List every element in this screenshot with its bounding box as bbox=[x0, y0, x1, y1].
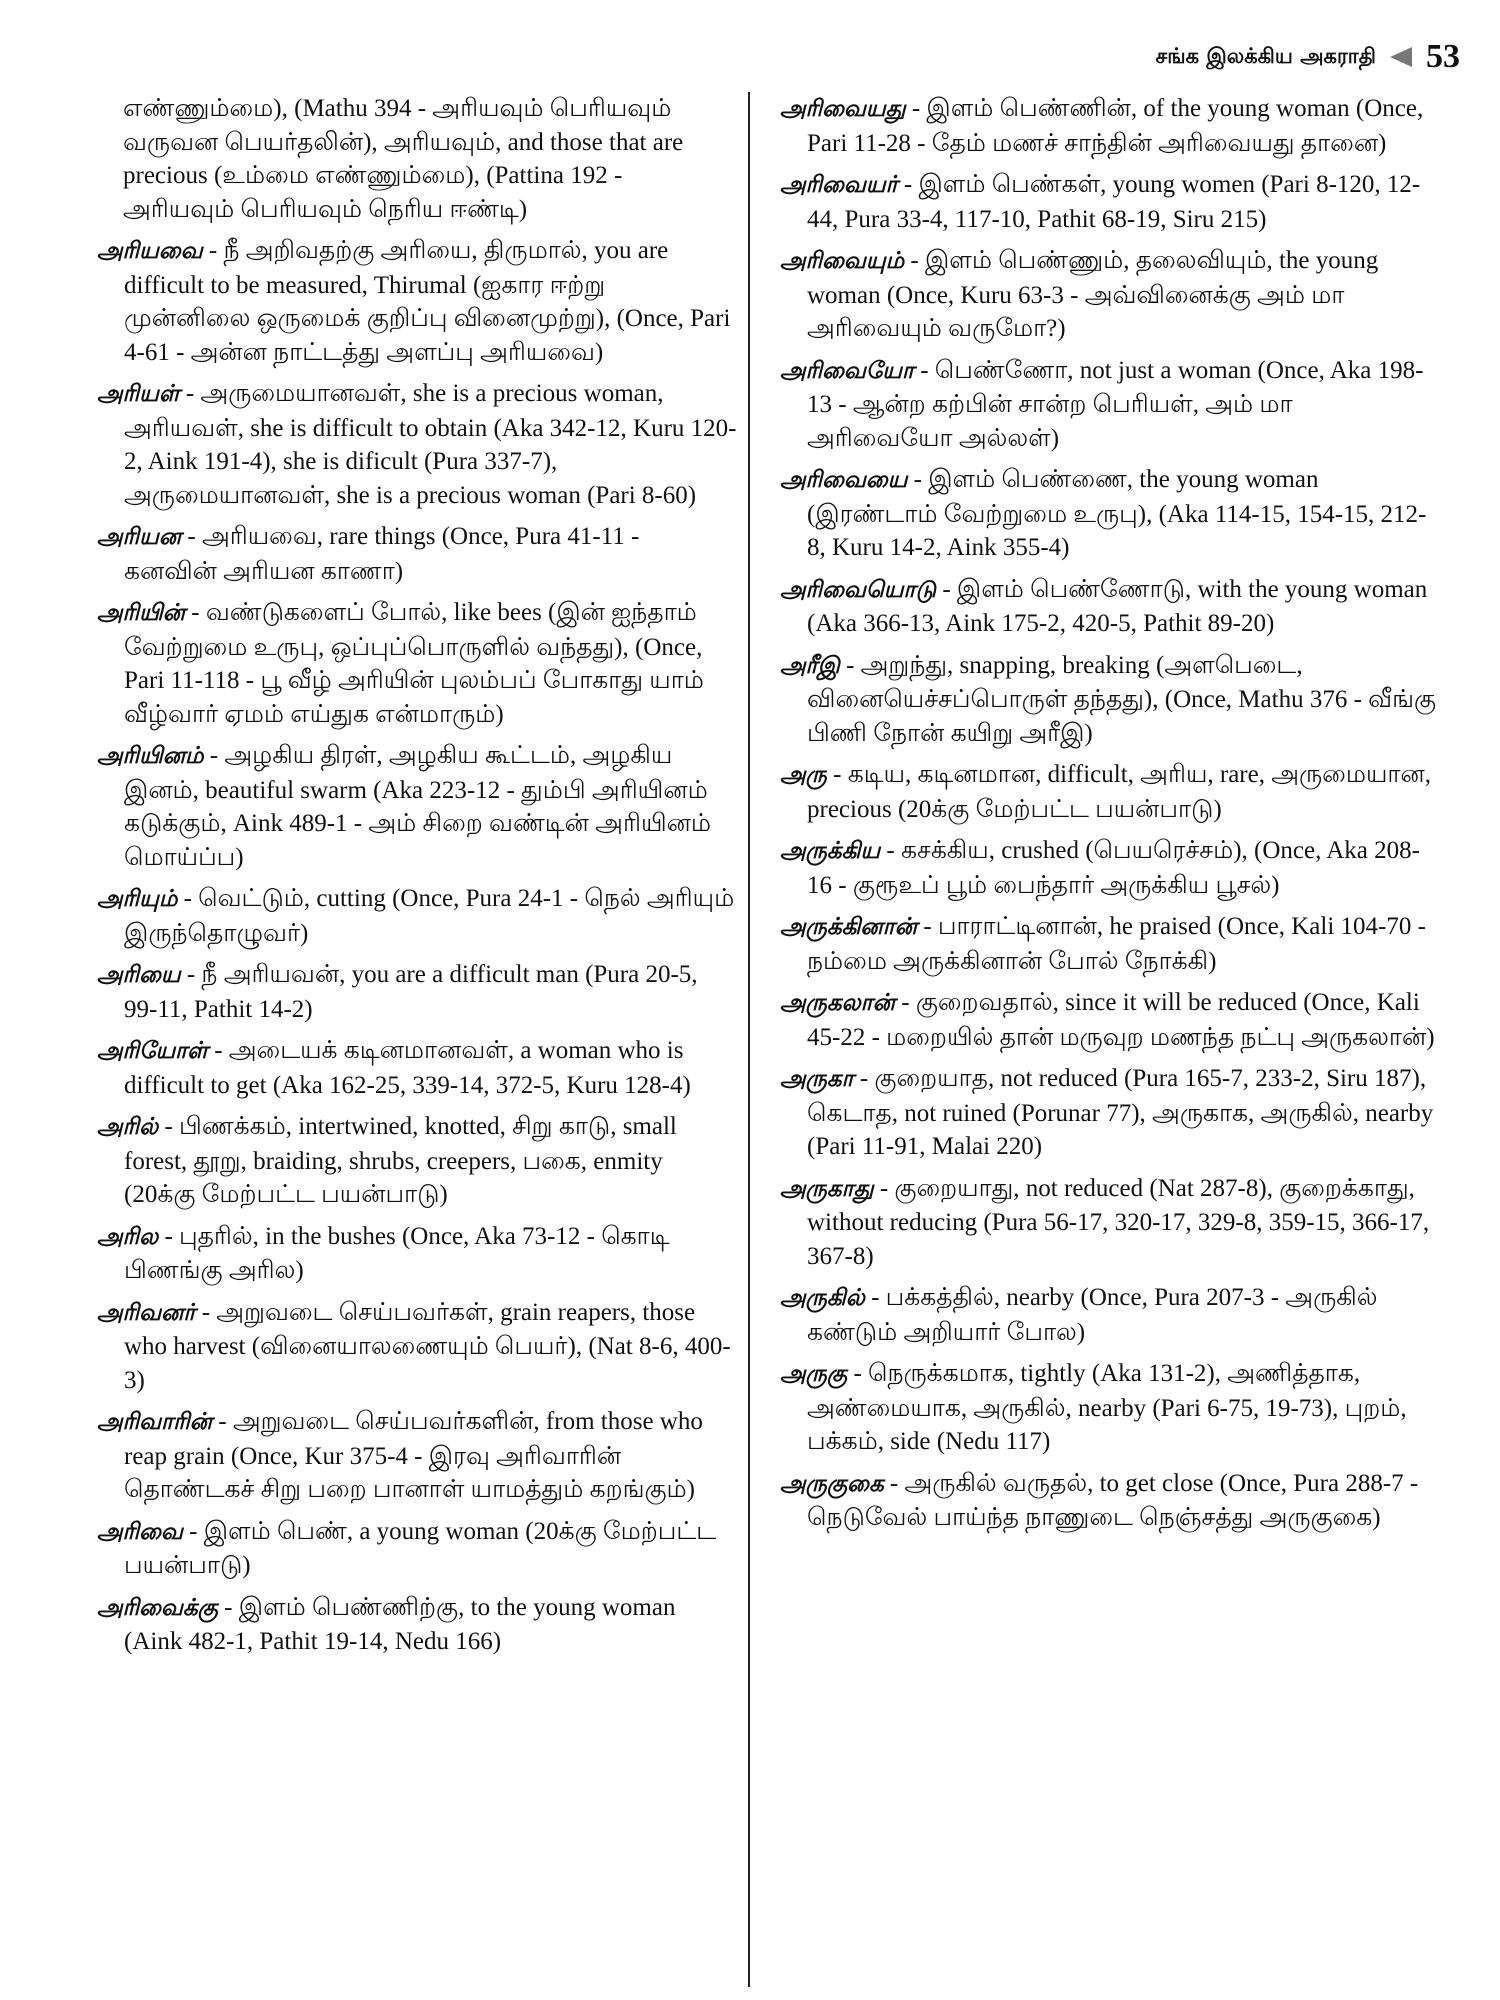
dictionary-entry bbox=[97, 377, 737, 512]
entry-headword: அரில bbox=[97, 1223, 159, 1250]
entry-definition: - குறைவதால், since it will be reduced (Once, Kali 45-22 - மறையில் தான் மருவுற மணந்த நட்பு அருகலான்) bbox=[807, 989, 1435, 1051]
entry-headword: அரிவையோ bbox=[780, 357, 914, 384]
entry-definition: - குறையாது, not reduced (Nat 287-8), குறைக்காது, without reducing (Pura 56-17, 320-17, 329-8, 359-15, 366-17, 367-8) bbox=[807, 1174, 1430, 1270]
entry-headword: அரியும் bbox=[97, 886, 178, 912]
entry-headword: அருக்கினான் bbox=[780, 914, 918, 940]
entry-definition: - பெண்ணோ, not just a woman (Once, Aka 198-13 - ஆன்ற கற்பின் சான்ற பெரியள், அம் மா அரிவையோ அல்லள்) bbox=[807, 356, 1424, 452]
entry-definition: - அறுவடை செய்பவர்களின், from those who reap grain (Once, Kur 375-4 - இரவு அரிவாரின் தொண்டகச் சிறு பறை பானாள் யாமத்தும் கறங்கும்) bbox=[124, 1408, 703, 1503]
dictionary-entry bbox=[97, 520, 737, 588]
dictionary-entry bbox=[97, 882, 737, 950]
dictionary-entry bbox=[780, 986, 1440, 1054]
entry-headword: அரியினம் bbox=[97, 743, 204, 769]
entry-definition: - இளம் பெண்ணிற்கு, to the young woman (Aink 482-1, Pathit 19-14, Nedu 166) bbox=[124, 1593, 676, 1655]
dictionary-entry bbox=[780, 463, 1440, 565]
entry-definition: - அழகிய திரள், அழகிய கூட்டம், அழகிய இனம், beautiful swarm (Aka 223-12 - தும்பி அரியினம் கடுக்கும், Aink 489-1 - அம் சிறை வண்டின் அரியினம் மொய்ப்ப) bbox=[124, 742, 711, 871]
dictionary-entry bbox=[780, 92, 1440, 160]
right-column bbox=[780, 92, 1440, 1543]
entry-headword: அரிவையும் bbox=[780, 248, 905, 274]
entry-definition: - நீ அறிவதற்கு அரியை, திருமால், you are difficult to be measured, Thirumal (ஐகார ஈற்று முன்னிலை ஒருமைக் குறிப்பு வினைமுற்று), (Once, Pari 4-61 - அன்ன நாட்டத்து அளப்பு அரியவை) bbox=[124, 237, 731, 366]
dictionary-entry bbox=[97, 92, 737, 226]
dictionary-entry bbox=[780, 834, 1440, 902]
entry-definition: - இளம் பெண்ணின், of the young woman (Once, Pari 11-28 - தேம் மணச் சாந்தின் அரிவையது தானை) bbox=[807, 95, 1424, 157]
entry-headword: அரிவையது bbox=[780, 96, 906, 122]
entry-definition: - வண்டுகளைப் போல், like bees (இன் ஐந்தாம் வேற்றுமை உருபு, ஒப்புப்பொருளில் வந்தது), (Once, Pari 11-118 - பூ வீழ் அரியின் புலம்பப் போகாது யாம் வீழ்வார் ஏமம் எய்துக என்மாரும்) bbox=[124, 599, 704, 728]
entry-definition: - இளம் பெண்ணும், தலைவியும், the young woman (Once, Kuru 63-3 - அவ்வினைக்கு அம் மா அரிவையும் வருமோ?) bbox=[807, 247, 1379, 342]
entry-definition: - நெருக்கமாக, tightly (Aka 131-2), அணித்தாக, அண்மையாக, அருகில், nearby (Pari 6-75, 19-73), புறம், பக்கம், side (Nedu 117) bbox=[807, 1360, 1407, 1455]
dictionary-entry bbox=[780, 168, 1440, 236]
entry-headword: அரில் bbox=[97, 1114, 159, 1140]
entry-headword: அருகில் bbox=[780, 1285, 865, 1311]
entry-headword: அரிவையொடு bbox=[780, 576, 937, 603]
entry-definition: - அடையக் கடினமானவள், a woman who is difficult to get (Aka 162-25, 339-14, 372-5, Kuru 128-4) bbox=[124, 1037, 691, 1099]
entry-definition: எண்ணும்மை), (Mathu 394 - அரியவும் பெரியவும் வருவன பெயர்தலின்), அரியவும், and those that are precious (உம்மை எண்ணும்மை), (Pattina 192 - அரியவும் பெரியவும் நெரிய ஈண்டி) bbox=[123, 95, 684, 223]
page-number: 53 bbox=[1426, 38, 1460, 75]
entry-headword: அரிவை bbox=[97, 1518, 183, 1545]
entry-headword: அருகு bbox=[780, 1361, 848, 1387]
page-header bbox=[1156, 38, 1460, 76]
dictionary-entry bbox=[780, 573, 1440, 641]
entry-definition: - அருமையானவள், she is a precious woman, அரியவள், she is difficult to obtain (Aka 342-12, Kuru 120-2, Aink 191-4), she is dificult (Pura 337-7), அருமையானவள், she is a precious woman (Pari 8-60) bbox=[124, 380, 737, 509]
dictionary-entry bbox=[780, 1467, 1440, 1535]
dictionary-entry bbox=[780, 1281, 1440, 1349]
dictionary-entry bbox=[97, 1110, 737, 1212]
dictionary-entry bbox=[780, 758, 1440, 826]
entry-headword: அரியின் bbox=[97, 600, 186, 626]
entry-definition: - குறையாத, not reduced (Pura 165-7, 233-2, Siru 187), கெடாத, not ruined (Porunar 77), அருகாக, அருகில், nearby (Pari 11-91, Malai 220) bbox=[807, 1065, 1434, 1160]
dictionary-entry bbox=[780, 354, 1440, 456]
entry-headword: அரியள் bbox=[97, 381, 180, 407]
entry-definition: - இளம் பெண்கள், young women (Pari 8-120, 12-44, Pura 33-4, 117-10, Pathit 68-19, Siru 215) bbox=[807, 171, 1421, 233]
entry-definition: - பக்கத்தில், nearby (Once, Pura 207-3 - அருகில் கண்டும் அறியார் போல) bbox=[807, 1284, 1378, 1346]
entry-definition: - அருகில் வருதல், to get close (Once, Pura 288-7 - நெடுவேல் பாய்ந்த நாணுடை நெஞ்சத்து அருகுகை) bbox=[807, 1469, 1419, 1531]
dictionary-entry bbox=[97, 739, 737, 874]
entry-headword: அரியன bbox=[97, 524, 182, 550]
entry-definition: - கடிய, கடினமான, difficult, அரிய, rare, அருமையான, precious (20க்கு மேற்பட்ட பயன்பாடு) bbox=[807, 761, 1431, 823]
left-column bbox=[97, 92, 737, 1667]
entry-headword: அரிவாரின் bbox=[97, 1409, 212, 1435]
entry-headword: அரிவையர் bbox=[780, 172, 898, 198]
dictionary-entry bbox=[780, 1062, 1440, 1164]
entry-headword: அரு bbox=[780, 762, 827, 788]
entry-headword: அருகாது bbox=[780, 1175, 874, 1202]
entry-definition: - இளம் பெண், a young woman (20க்கு மேற்பட்ட பயன்பாடு) bbox=[124, 1517, 717, 1579]
triangle-marker-icon bbox=[1390, 47, 1412, 67]
entry-headword: அருகலான் bbox=[780, 990, 895, 1016]
entry-headword: அருகா bbox=[780, 1066, 854, 1092]
entry-definition: - பிணக்கம், intertwined, knotted, சிறு காடு, small forest, தூறு, braiding, shrubs, creepers, பகை, enmity (20க்கு மேற்பட்ட பயன்பாடு) bbox=[124, 1113, 677, 1208]
running-title: சங்க இலக்கிய அகராதி bbox=[1155, 43, 1376, 68]
dictionary-entry bbox=[780, 244, 1440, 346]
dictionary-entry bbox=[97, 1405, 737, 1507]
entry-definition: - புதரில், in the bushes (Once, Aka 73-12 - கொடி பிணங்கு அரில) bbox=[124, 1222, 670, 1284]
entry-headword: அரிவனர் bbox=[97, 1299, 196, 1326]
entry-headword: அருகுகை bbox=[780, 1470, 884, 1497]
entry-definition: - கசக்கிய, crushed (பெயரெச்சம்), (Once, Aka 208-16 - குரூஉப் பூம் பைந்தார் அருக்கிய பூசல்) bbox=[807, 837, 1420, 899]
entry-definition: - அரியவை, rare things (Once, Pura 41-11 - கனவின் அரியன காணா) bbox=[124, 523, 640, 585]
dictionary-entry bbox=[97, 596, 737, 731]
entry-definition: - வெட்டும், cutting (Once, Pura 24-1 - நெல் அரியும் இருந்தொழுவர்) bbox=[124, 885, 735, 947]
entry-definition: - இளம் பெண்ணை, the young woman (இரண்டாம் வேற்றுமை உருபு), (Aka 114-15, 154-15, 212-8, Kuru 14-2, Aink 355-4) bbox=[807, 466, 1427, 561]
dictionary-entry bbox=[97, 1296, 737, 1398]
dictionary-entry bbox=[97, 234, 737, 369]
entry-definition: - அறுவடை செய்பவர்கள், grain reapers, those who harvest (வினையாலணையும் பெயர்), (Nat 8-6, 400-3) bbox=[124, 1298, 731, 1394]
entry-headword: அருக்கிய bbox=[780, 838, 881, 864]
dictionary-entry bbox=[97, 1591, 737, 1659]
dictionary-entry bbox=[97, 1220, 737, 1288]
column-divider bbox=[748, 92, 750, 1987]
entry-headword: அரியோள் bbox=[97, 1038, 208, 1064]
dictionary-entry bbox=[97, 1034, 737, 1102]
entry-headword: அரிவையை bbox=[780, 467, 908, 493]
entry-definition: - இளம் பெண்ணோடு, with the young woman (Aka 366-13, Aink 175-2, 420-5, Pathit 89-20) bbox=[807, 575, 1428, 637]
entry-headword: அரிவைக்கு bbox=[97, 1594, 218, 1621]
dictionary-entry bbox=[780, 1172, 1440, 1274]
entry-definition: - நீ அரியவன், you are a difficult man (Pura 20-5, 99-11, Pathit 14-2) bbox=[124, 961, 698, 1023]
dictionary-entry bbox=[780, 649, 1440, 751]
entry-headword: அரியை bbox=[97, 962, 181, 988]
entry-definition: - அறுந்து, snapping, breaking (அளபெடை, வினையெச்சப்பொருள் தந்தது), (Once, Mathu 376 - வீங்கு பிணி நோன் கயிறு அரீஇ) bbox=[807, 651, 1437, 747]
entry-headword: அரியவை bbox=[97, 238, 203, 264]
dictionary-entry bbox=[97, 958, 737, 1026]
entry-definition: - பாராட்டினான், he praised (Once, Kali 104-70 - நம்மை அருக்கினான் போல் நோக்கி) bbox=[807, 913, 1426, 975]
dictionary-entry bbox=[780, 1357, 1440, 1459]
dictionary-entry bbox=[780, 910, 1440, 978]
dictionary-entry bbox=[97, 1515, 737, 1583]
entry-headword: அரீஇ bbox=[780, 652, 840, 679]
